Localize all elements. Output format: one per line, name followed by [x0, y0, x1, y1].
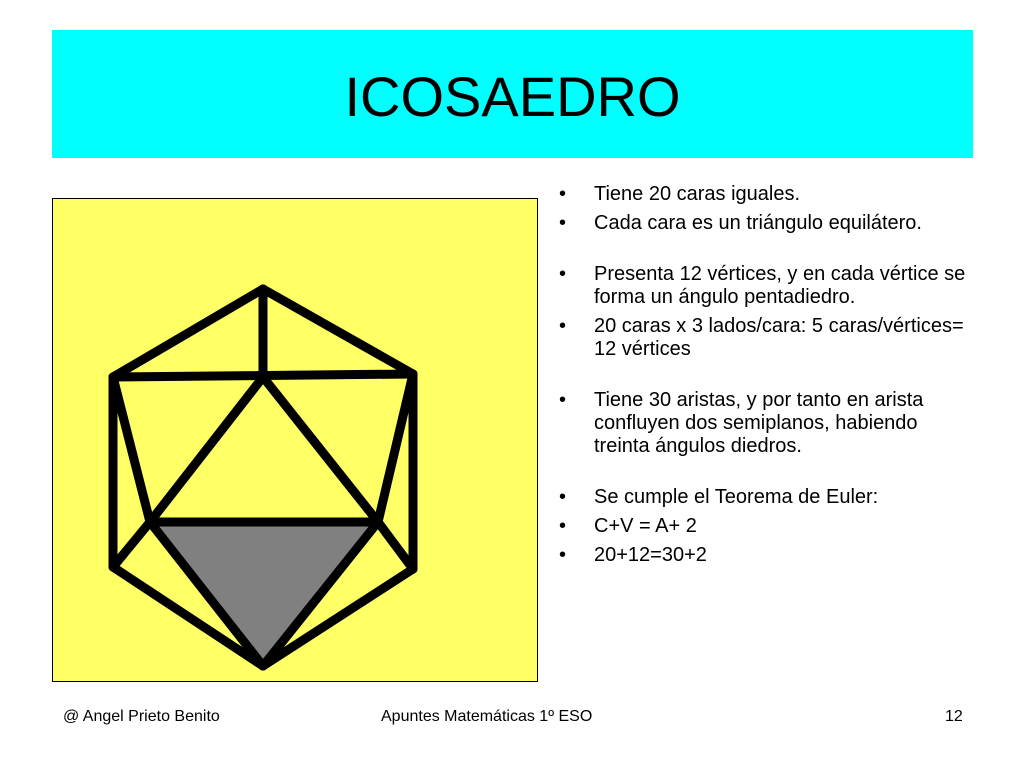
edge	[113, 522, 150, 567]
bullet-dot: •	[559, 183, 567, 205]
bullet-dot: •	[559, 486, 567, 508]
bullet-text: C+V = A+ 2	[594, 515, 697, 537]
title-bar	[52, 30, 973, 158]
bullet-dot: •	[559, 315, 567, 337]
bullet-item	[556, 212, 976, 235]
edge	[378, 374, 413, 522]
bullet-text: Presenta 12 vértices, y en cada vértice se forma un ángulo pentadiedro.	[594, 263, 966, 308]
icosahedron-drawing	[53, 199, 539, 683]
bullet-text: Tiene 30 aristas, y por tanto en arista confluyen dos semiplanos, habiendo treinta ángulos diedros.	[594, 389, 924, 457]
bullet-item	[556, 544, 976, 567]
shaded-bottom-face	[150, 522, 378, 666]
bullet-dot: •	[559, 389, 567, 411]
slide-title: ICOSAEDRO	[344, 64, 681, 128]
bullet-item	[556, 263, 976, 309]
bullet-text: Cada cara es un triángulo equilátero.	[594, 212, 922, 234]
bullet-text: 20 caras x 3 lados/cara: 5 caras/vértices= 12 vértices	[594, 315, 964, 360]
edge	[263, 377, 378, 522]
bullet-text: Tiene 20 caras iguales.	[594, 183, 801, 205]
footer-author: @ Angel Prieto Benito	[63, 708, 220, 725]
bullet-dot: •	[559, 544, 567, 566]
bullet-list	[556, 183, 976, 567]
footer-course: Apuntes Matemáticas 1º ESO	[381, 708, 593, 725]
bullet-item	[556, 389, 976, 458]
icosahedron-figure	[52, 198, 538, 682]
bullet-dot: •	[559, 263, 567, 285]
bullet-dot: •	[559, 515, 567, 537]
bullet-item	[556, 315, 976, 361]
edge	[113, 289, 263, 377]
edge	[263, 289, 413, 374]
bullet-dot: •	[559, 212, 567, 234]
edge	[113, 377, 150, 522]
bullet-item	[556, 515, 976, 538]
bullet-text: 20+12=30+2	[594, 544, 707, 566]
bullet-item	[556, 486, 976, 509]
bullet-item	[556, 183, 976, 206]
footer-page-number: 12	[945, 708, 963, 725]
edge	[378, 522, 413, 569]
edge	[150, 377, 263, 522]
bullet-text: Se cumple el Teorema de Euler:	[594, 486, 879, 508]
